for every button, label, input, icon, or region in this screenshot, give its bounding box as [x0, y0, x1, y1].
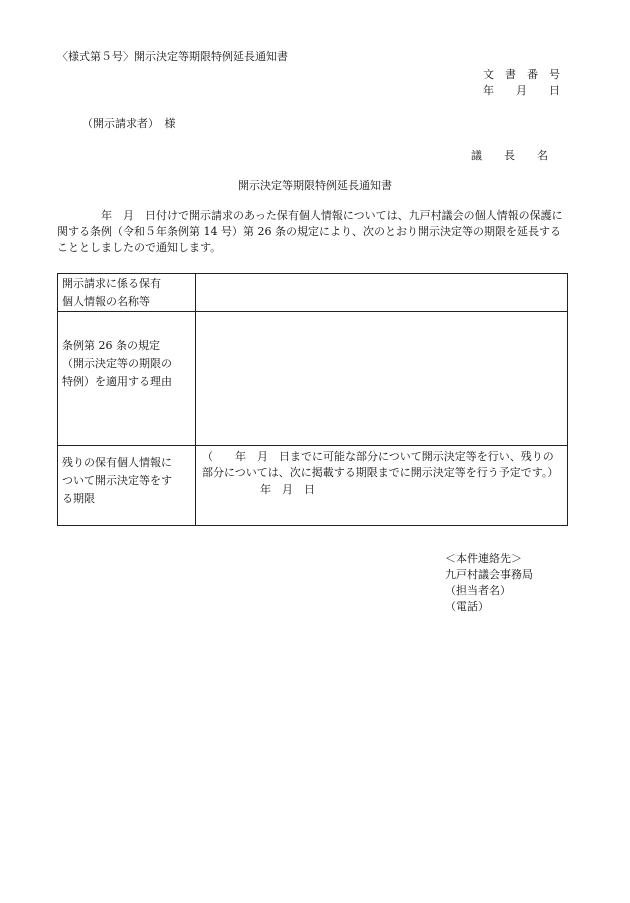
- deadline-label-cell: [58, 446, 196, 526]
- document-title: 開示決定等期限特例延長通知書: [238, 179, 392, 192]
- contact-block: [445, 551, 533, 615]
- notice-table: [57, 273, 568, 526]
- deadline-note: （ 年 月 日までに可能な部分について開示決定等を行い、残りの部分については、次に掲載する期限までに開示決定等を行う予定です。）: [202, 450, 559, 479]
- deadline-label-line1: 残りの保有個人情報に: [62, 456, 172, 469]
- info-name-value-cell: [196, 274, 568, 312]
- deadline-label-line3: る期限: [62, 492, 95, 505]
- info-name-label-line2: 個人情報の名称等: [62, 295, 150, 308]
- reason-label-line2: （開示決定等の期限の: [62, 357, 172, 370]
- contact-office: 九戸村議会事務局: [445, 568, 533, 581]
- form-number: 〈様式第５号〉開示決定等期限特例延長通知書: [57, 50, 288, 63]
- recipient-line: （開示請求者） 様: [82, 117, 176, 130]
- deadline-date: 年 月 日: [260, 483, 315, 496]
- contact-person: （担当者名）: [445, 584, 511, 597]
- reason-label-line1: 条例第 26 条の規定: [62, 339, 160, 352]
- table-row: [58, 312, 568, 446]
- reason-label-line3: 特例）を適用する理由: [62, 375, 172, 388]
- reason-label-cell: [58, 312, 196, 446]
- sender-name: 議 長 名: [471, 149, 548, 162]
- info-name-label-line1: 開示請求に係る保有: [62, 277, 161, 290]
- table-row: [58, 274, 568, 312]
- reason-value-cell: [196, 312, 568, 446]
- table-row: [58, 446, 568, 526]
- deadline-label-line2: ついて開示決定等をす: [62, 474, 172, 487]
- document-date-label: 年 月 日: [483, 84, 560, 97]
- document-number-label: 文 書 番 号: [483, 68, 560, 81]
- deadline-value-cell: [196, 446, 568, 526]
- contact-heading: ＜本件連絡先＞: [445, 552, 522, 565]
- info-name-label-cell: [58, 274, 196, 312]
- contact-phone: （電話）: [445, 600, 489, 613]
- body-paragraph: 年 月 日付けで開示請求のあった保有個人情報については、九戸村議会の個人情報の保護に関する条例（令和５年条例第 14 号）第 26 条の規定により、次のとおり開示決定等の期限を延長することとしましたので通知します。: [57, 209, 563, 254]
